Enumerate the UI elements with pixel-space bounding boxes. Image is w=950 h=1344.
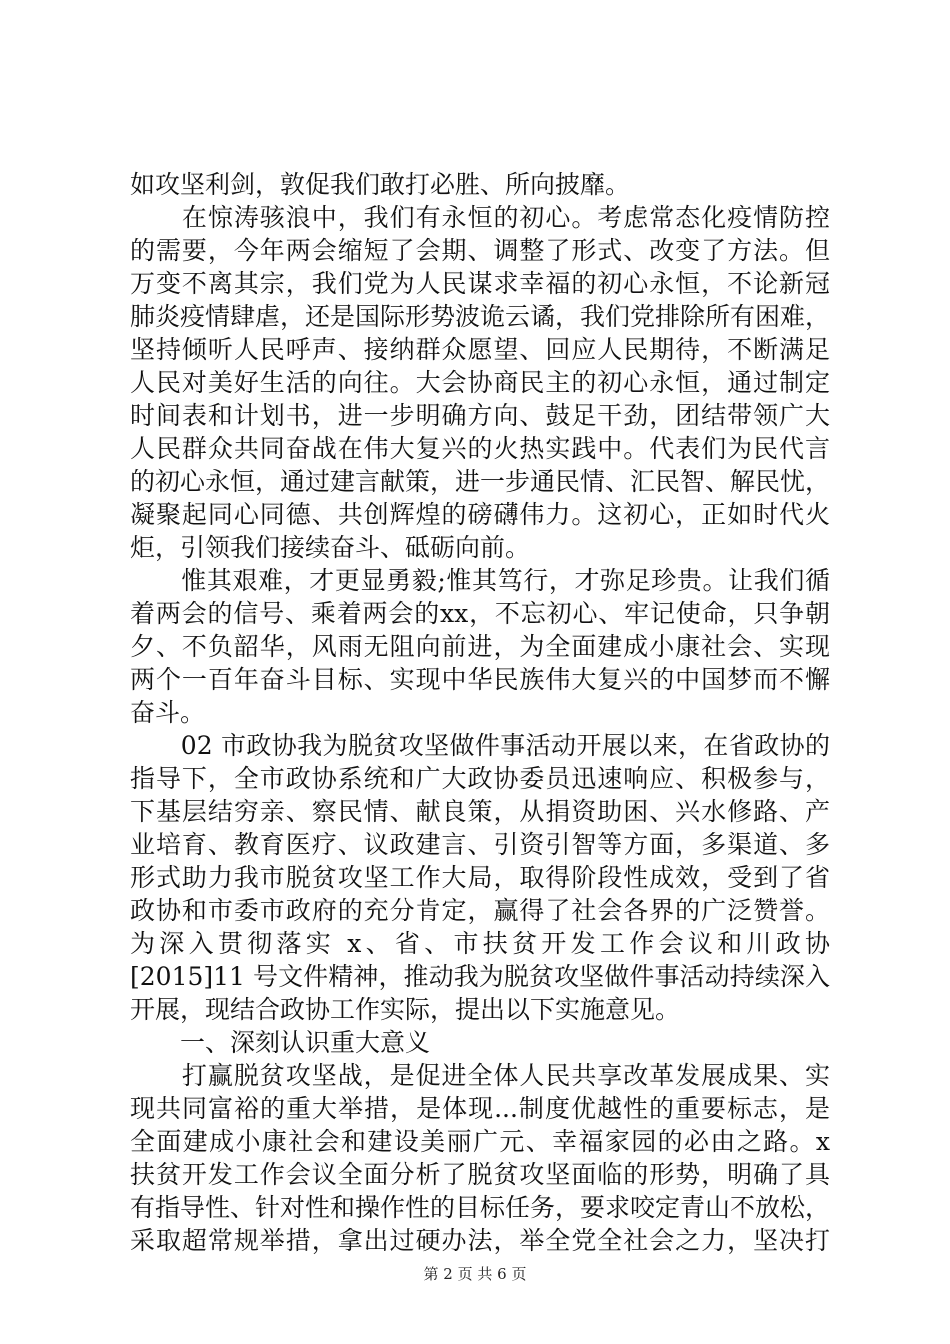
document-body <box>130 168 830 1257</box>
text-line: 有指导性、针对性和操作性的目标任务，要求咬定青山不放松， <box>130 1193 831 1222</box>
text-line: 坚持倾听人民呼声、接纳群众愿望、回应人民期待，不断满足 <box>130 335 830 364</box>
text-line: 形式助力我市脱贫攻坚工作大局，取得阶段性成效，受到了省 <box>130 863 830 892</box>
text-line: 扶贫开发工作会议全面分析了脱贫攻坚面临的形势，明确了具 <box>130 1160 830 1189</box>
text-line: 的需要，今年两会缩短了会期、调整了形式、改变了方法。但 <box>130 236 830 265</box>
text-line: 人民对美好生活的向往。大会协商民主的初心永恒，通过制定 <box>130 368 830 397</box>
text-line: 下基层结穷亲、察民情、献良策，从捐资助困、兴水修路、产 <box>130 797 830 826</box>
text-line: [2015]11 号文件精神，推动我为脱贫攻坚做件事活动持续深入 <box>130 962 830 991</box>
text-line: 时间表和计划书，进一步明确方向、鼓足干劲，团结带领广大 <box>130 401 830 430</box>
text-line: 凝聚起同心同德、共创辉煌的磅礴伟力。这初心，正如时代火 <box>130 500 830 529</box>
text-line: 夕、不负韶华，风雨无阻向前进，为全面建成小康社会、实现 <box>130 632 830 661</box>
text-line: 政协和市委市政府的充分肯定，赢得了社会各界的广泛赞誉。 <box>130 896 830 925</box>
text-line: 惟其艰难，才更显勇毅;惟其笃行，才弥足珍贵。让我们循 <box>130 566 830 595</box>
text-line: 业培育、教育医疗、议政建言、引资引智等方面，多渠道、多 <box>130 830 830 859</box>
text-line: 万变不离其宗，我们党为人民谋求幸福的初心永恒，不论新冠 <box>130 269 830 298</box>
text-line: 开展，现结合政协工作实际，提出以下实施意见。 <box>130 995 681 1024</box>
text-line: 现共同富裕的重大举措，是体现...制度优越性的重要标志，是 <box>130 1094 830 1123</box>
text-line: 肺炎疫情肆虐，还是国际形势波诡云谲，我们党排除所有困难， <box>130 302 831 331</box>
text-line: 奋斗。 <box>130 698 206 727</box>
text-line: 采取超常规举措，拿出过硬办法，举全党全社会之力，坚决打 <box>130 1226 830 1255</box>
text-line: 指导下，全市政协系统和广大政协委员迅速响应、积极参与， <box>130 764 830 793</box>
text-line: 全面建成小康社会和建设美丽广元、幸福家园的必由之路。x <box>130 1127 830 1156</box>
text-line: 打赢脱贫攻坚战，是促进全体人民共享改革发展成果、实 <box>130 1061 830 1090</box>
text-line: 的初心永恒，通过建言献策，进一步通民情、汇民智、解民忧， <box>130 467 831 496</box>
text-line: 着两会的信号、乘着两会的xx，不忘初心、牢记使命，只争朝 <box>130 599 830 628</box>
text-line: 如攻坚利剑，敦促我们敢打必胜、所向披靡。 <box>130 170 631 199</box>
text-line: 两个一百年奋斗目标、实现中华民族伟大复兴的中国梦而不懈 <box>130 665 830 694</box>
text-line: 人民群众共同奋战在伟大复兴的火热实践中。代表们为民代言 <box>130 434 830 463</box>
text-line: 一、深刻认识重大意义 <box>130 1028 431 1057</box>
page-number-label: 第 2 页 共 6 页 <box>423 1265 527 1283</box>
text-line: 02 市政协我为脱贫攻坚做件事活动开展以来，在省政协的 <box>130 731 830 760</box>
text-line: 为深入贯彻落实 x、省、市扶贫开发工作会议和川政协 <box>130 929 830 958</box>
text-line: 炬，引领我们接续奋斗、砥砺向前。 <box>130 533 531 562</box>
text-line: 在惊涛骇浪中，我们有永恒的初心。考虑常态化疫情防控 <box>130 203 830 232</box>
page-footer <box>0 1263 950 1284</box>
